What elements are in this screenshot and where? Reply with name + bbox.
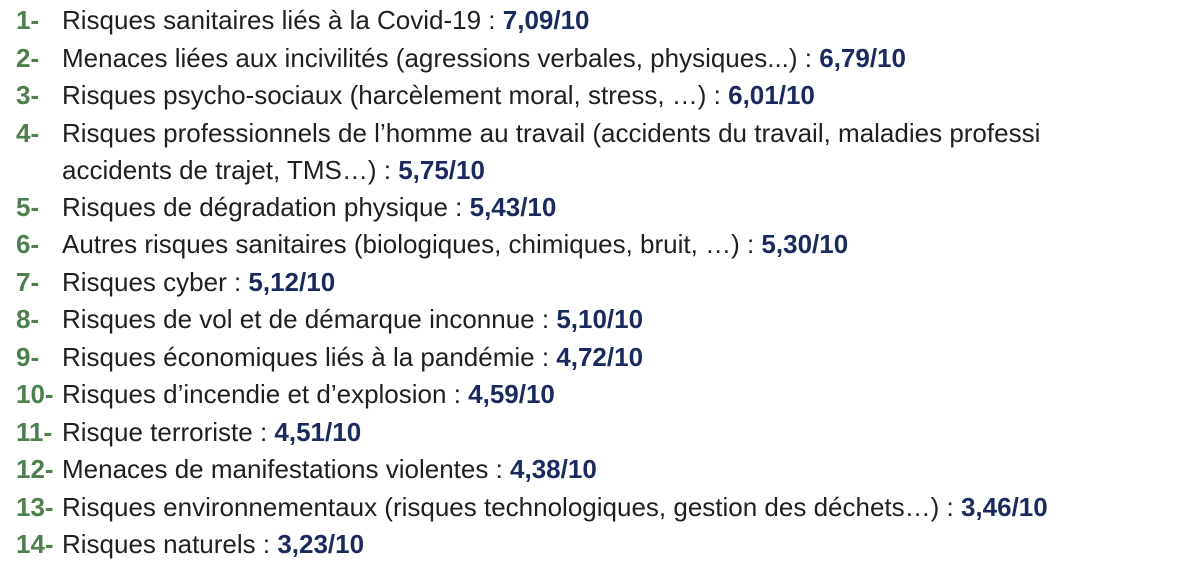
item-label: Risques psycho-sociaux (harcèlement moral, stress, …) : (62, 80, 729, 110)
list-item (16, 526, 1200, 564)
item-text (62, 40, 1200, 78)
item-text (62, 339, 1200, 377)
item-number: 7- (16, 266, 40, 297)
item-score: 5,75/10 (398, 154, 485, 185)
item-number: 2- (16, 42, 40, 73)
list-item (16, 489, 1200, 527)
item-label: Risques d’incendie et d’explosion : (62, 379, 469, 409)
list-item (16, 115, 1200, 189)
item-label: Autres risques sanitaires (biologiques, chimiques, bruit, …) : (62, 229, 762, 259)
risk-ranking-list (16, 2, 1200, 564)
list-item (16, 376, 1200, 414)
item-number: 6- (16, 229, 40, 259)
item-text (62, 301, 1200, 339)
item-score: 3,23/10 (277, 529, 365, 559)
item-label: Risques environnementaux (risques technologiques, gestion des déchets…) : (62, 491, 961, 522)
list-item (16, 414, 1200, 452)
item-label: Risques de dégradation physique : (62, 191, 470, 222)
item-text (62, 414, 1200, 452)
item-score: 4,59/10 (468, 379, 555, 409)
list-item (16, 301, 1200, 339)
item-score: 6,79/10 (819, 42, 906, 73)
item-number: 13- (16, 491, 54, 522)
item-label: Menaces liées aux incivilités (agressions verbales, physiques...) : (62, 42, 820, 73)
item-score: 5,30/10 (761, 229, 849, 259)
item-score: 4,38/10 (510, 454, 597, 484)
item-text (62, 189, 1200, 227)
item-label-line1: Risques professionnels de l’homme au travail (accidents du travail, maladies professi (62, 117, 1041, 148)
item-number: 3- (16, 80, 40, 110)
item-label: Risques sanitaires liés à la Covid-19 : (62, 5, 503, 35)
item-number: 12- (16, 454, 54, 484)
item-text (62, 489, 1200, 527)
item-number: 1- (16, 5, 40, 35)
list-item (16, 339, 1200, 377)
list-item (16, 189, 1200, 227)
item-number: 4- (16, 117, 40, 148)
item-score: 4,72/10 (556, 341, 644, 372)
item-number: 9- (16, 341, 40, 372)
item-label: Risques cyber : (62, 266, 249, 297)
item-number: 14- (16, 529, 54, 559)
item-text (62, 226, 1200, 264)
item-score: 3,46/10 (960, 491, 1048, 522)
list-item (16, 264, 1200, 302)
item-number: 8- (16, 304, 40, 334)
item-score: 6,01/10 (728, 80, 815, 110)
item-score: 5,12/10 (248, 266, 336, 297)
item-label: Risques naturels : (62, 529, 278, 559)
list-item (16, 40, 1200, 78)
item-label-line2: accidents de trajet, TMS…) : (62, 154, 399, 185)
item-number: 5- (16, 191, 40, 222)
item-label: Risque terroriste : (62, 416, 275, 447)
item-text (62, 264, 1200, 302)
item-label: Menaces de manifestations violentes : (62, 454, 511, 484)
list-item (16, 451, 1200, 489)
item-number: 10- (16, 379, 54, 409)
list-item (16, 2, 1200, 40)
item-score: 5,43/10 (469, 191, 557, 222)
item-score: 4,51/10 (274, 416, 362, 447)
item-score: 7,09/10 (502, 5, 590, 35)
item-text (62, 115, 1200, 189)
item-text (62, 451, 1200, 489)
item-label: Risques économiques liés à la pandémie : (62, 341, 557, 372)
item-text (62, 376, 1200, 414)
item-label: Risques de vol et de démarque inconnue : (62, 304, 557, 334)
item-text (62, 2, 1200, 40)
item-text (62, 526, 1200, 564)
item-number: 11- (16, 416, 53, 447)
list-item (16, 226, 1200, 264)
item-label-line2-wrap (62, 152, 1200, 189)
list-item (16, 77, 1200, 115)
item-text (62, 77, 1200, 115)
item-score: 5,10/10 (556, 304, 644, 334)
